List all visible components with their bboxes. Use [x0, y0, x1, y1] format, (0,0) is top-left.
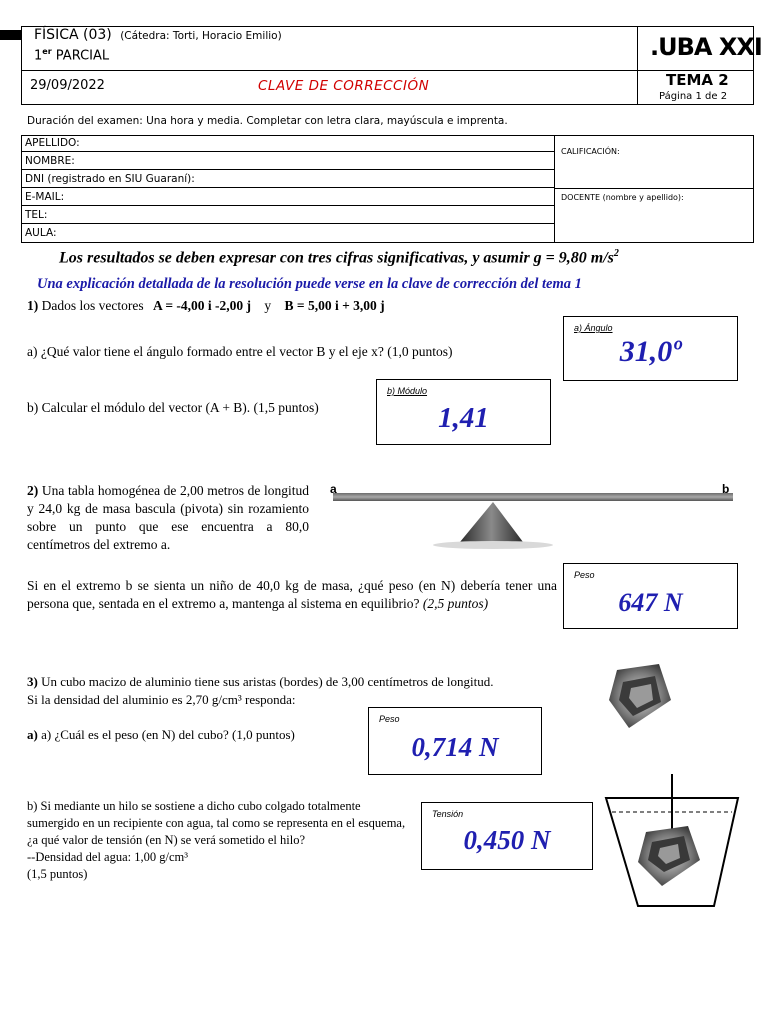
parcial-title: 1er PARCIAL [34, 47, 110, 64]
q1a-answer: 31,0º [619, 335, 682, 368]
q1b-answer-box: b) Módulo 1,41 [376, 379, 551, 445]
uba-logo: .UBA XXI [650, 33, 762, 61]
seesaw-label-a: a [330, 482, 337, 496]
q3b-answer: 0,450 N [463, 825, 551, 855]
page-number: Página 1 de 2 [659, 91, 728, 102]
q3a-answer: 0,714 N [411, 732, 499, 762]
field-email[interactable]: E-MAIL: [21, 189, 554, 206]
seesaw-pivot [460, 502, 523, 542]
instructions-line1: Los resultados se deben expresar con tres cifras significativas, y asumir g = 9,80 $m/s^2$ [59, 248, 619, 267]
q3b-answer-box: Tensión 0,450 N [421, 802, 593, 870]
clave-title: CLAVE DE CORRECCIÓN [258, 78, 430, 94]
q1-part-b: b) Calcular el módulo del vector (A + B). (1,5 puntos) [27, 400, 319, 415]
cube-image [605, 660, 677, 732]
field-apellido[interactable]: APELLIDO: [21, 135, 554, 152]
tema-label: TEMA 2 [666, 71, 729, 89]
duration-text: Duración del examen: Una hora y media. Completar con letra clara, mayúscula e imprenta. [27, 115, 508, 127]
seesaw-label-b: b [722, 482, 730, 496]
q2-text: 2) Una tabla homogénea de 2,00 metros de longitud y 24,0 kg de masa bascula (pivota) sin rozamiento sobre un punto que ese encuentra a 80,0 centímetros del extremo a. [27, 483, 310, 552]
exam-date: 29/09/2022 [30, 78, 105, 93]
q3a-answer-box: Peso 0,714 N [368, 707, 542, 775]
calificacion-label: CALIFICACIÓN: [561, 147, 620, 156]
q1-part-a: a) ¿Qué valor tiene el ángulo formado entre el vector B y el eje x? (1,0 puntos) [27, 344, 453, 359]
field-aula[interactable]: AULA: [25, 227, 57, 239]
submerged-cube-diagram [604, 772, 740, 910]
q1-stem: 1) Dados los vectores A = -4,00 i -2,00 j y B = 5,00 i + 3,00 j [27, 298, 385, 313]
q2-text2: Si en el extremo b se sienta un niño de 40,0 kg de masa, ¿qué peso (en N) debería tener una persona que, sentada en el extremo a, mantenga al sistema en equilibrio? (2,5 puntos) [27, 578, 557, 611]
q3-part-a: a) a) ¿Cuál es el peso (en N) del cubo? (1,0 puntos) [27, 727, 295, 742]
seesaw-plank [333, 493, 733, 501]
q1b-answer: 1,41 [438, 402, 489, 434]
q1a-answer-box: a) Ángulo 31,0º [563, 316, 738, 381]
course-title: FÍSICA (03) (Cátedra: Torti, Horacio Emilio) [34, 27, 282, 43]
field-tel[interactable]: TEL: [21, 207, 554, 224]
q3-part-b: b) Si mediante un hilo se sostiene a dicho cubo colgado totalmente sumergido en un recipiente con agua, tal como se representa en el esquema, ¿a qué valor de tensión (en N) se verá sometido el hilo? --Densidad del agua: 1,00 g/cm³ (1,5 puntos) [27, 799, 406, 881]
instructions-line2: Una explicación detallada de la resolución puede verse en la clave de corrección del tema 1 [37, 276, 582, 292]
q3-text: 3) Un cubo macizo de aluminio tiene sus aristas (bordes) de 3,00 centímetros de longitud. Si la densidad del aluminio es 2,70 g/cm³ responda: [27, 674, 494, 707]
field-nombre[interactable]: NOMBRE: [21, 153, 554, 170]
q2-answer: 647 N [618, 588, 683, 617]
field-dni[interactable]: DNI (registrado en SIU Guaraní): [21, 171, 554, 188]
docente-label: DOCENTE (nombre y apellido): [561, 193, 684, 202]
q2-answer-box: Peso 647 N [563, 563, 738, 629]
seesaw-diagram [325, 478, 740, 553]
